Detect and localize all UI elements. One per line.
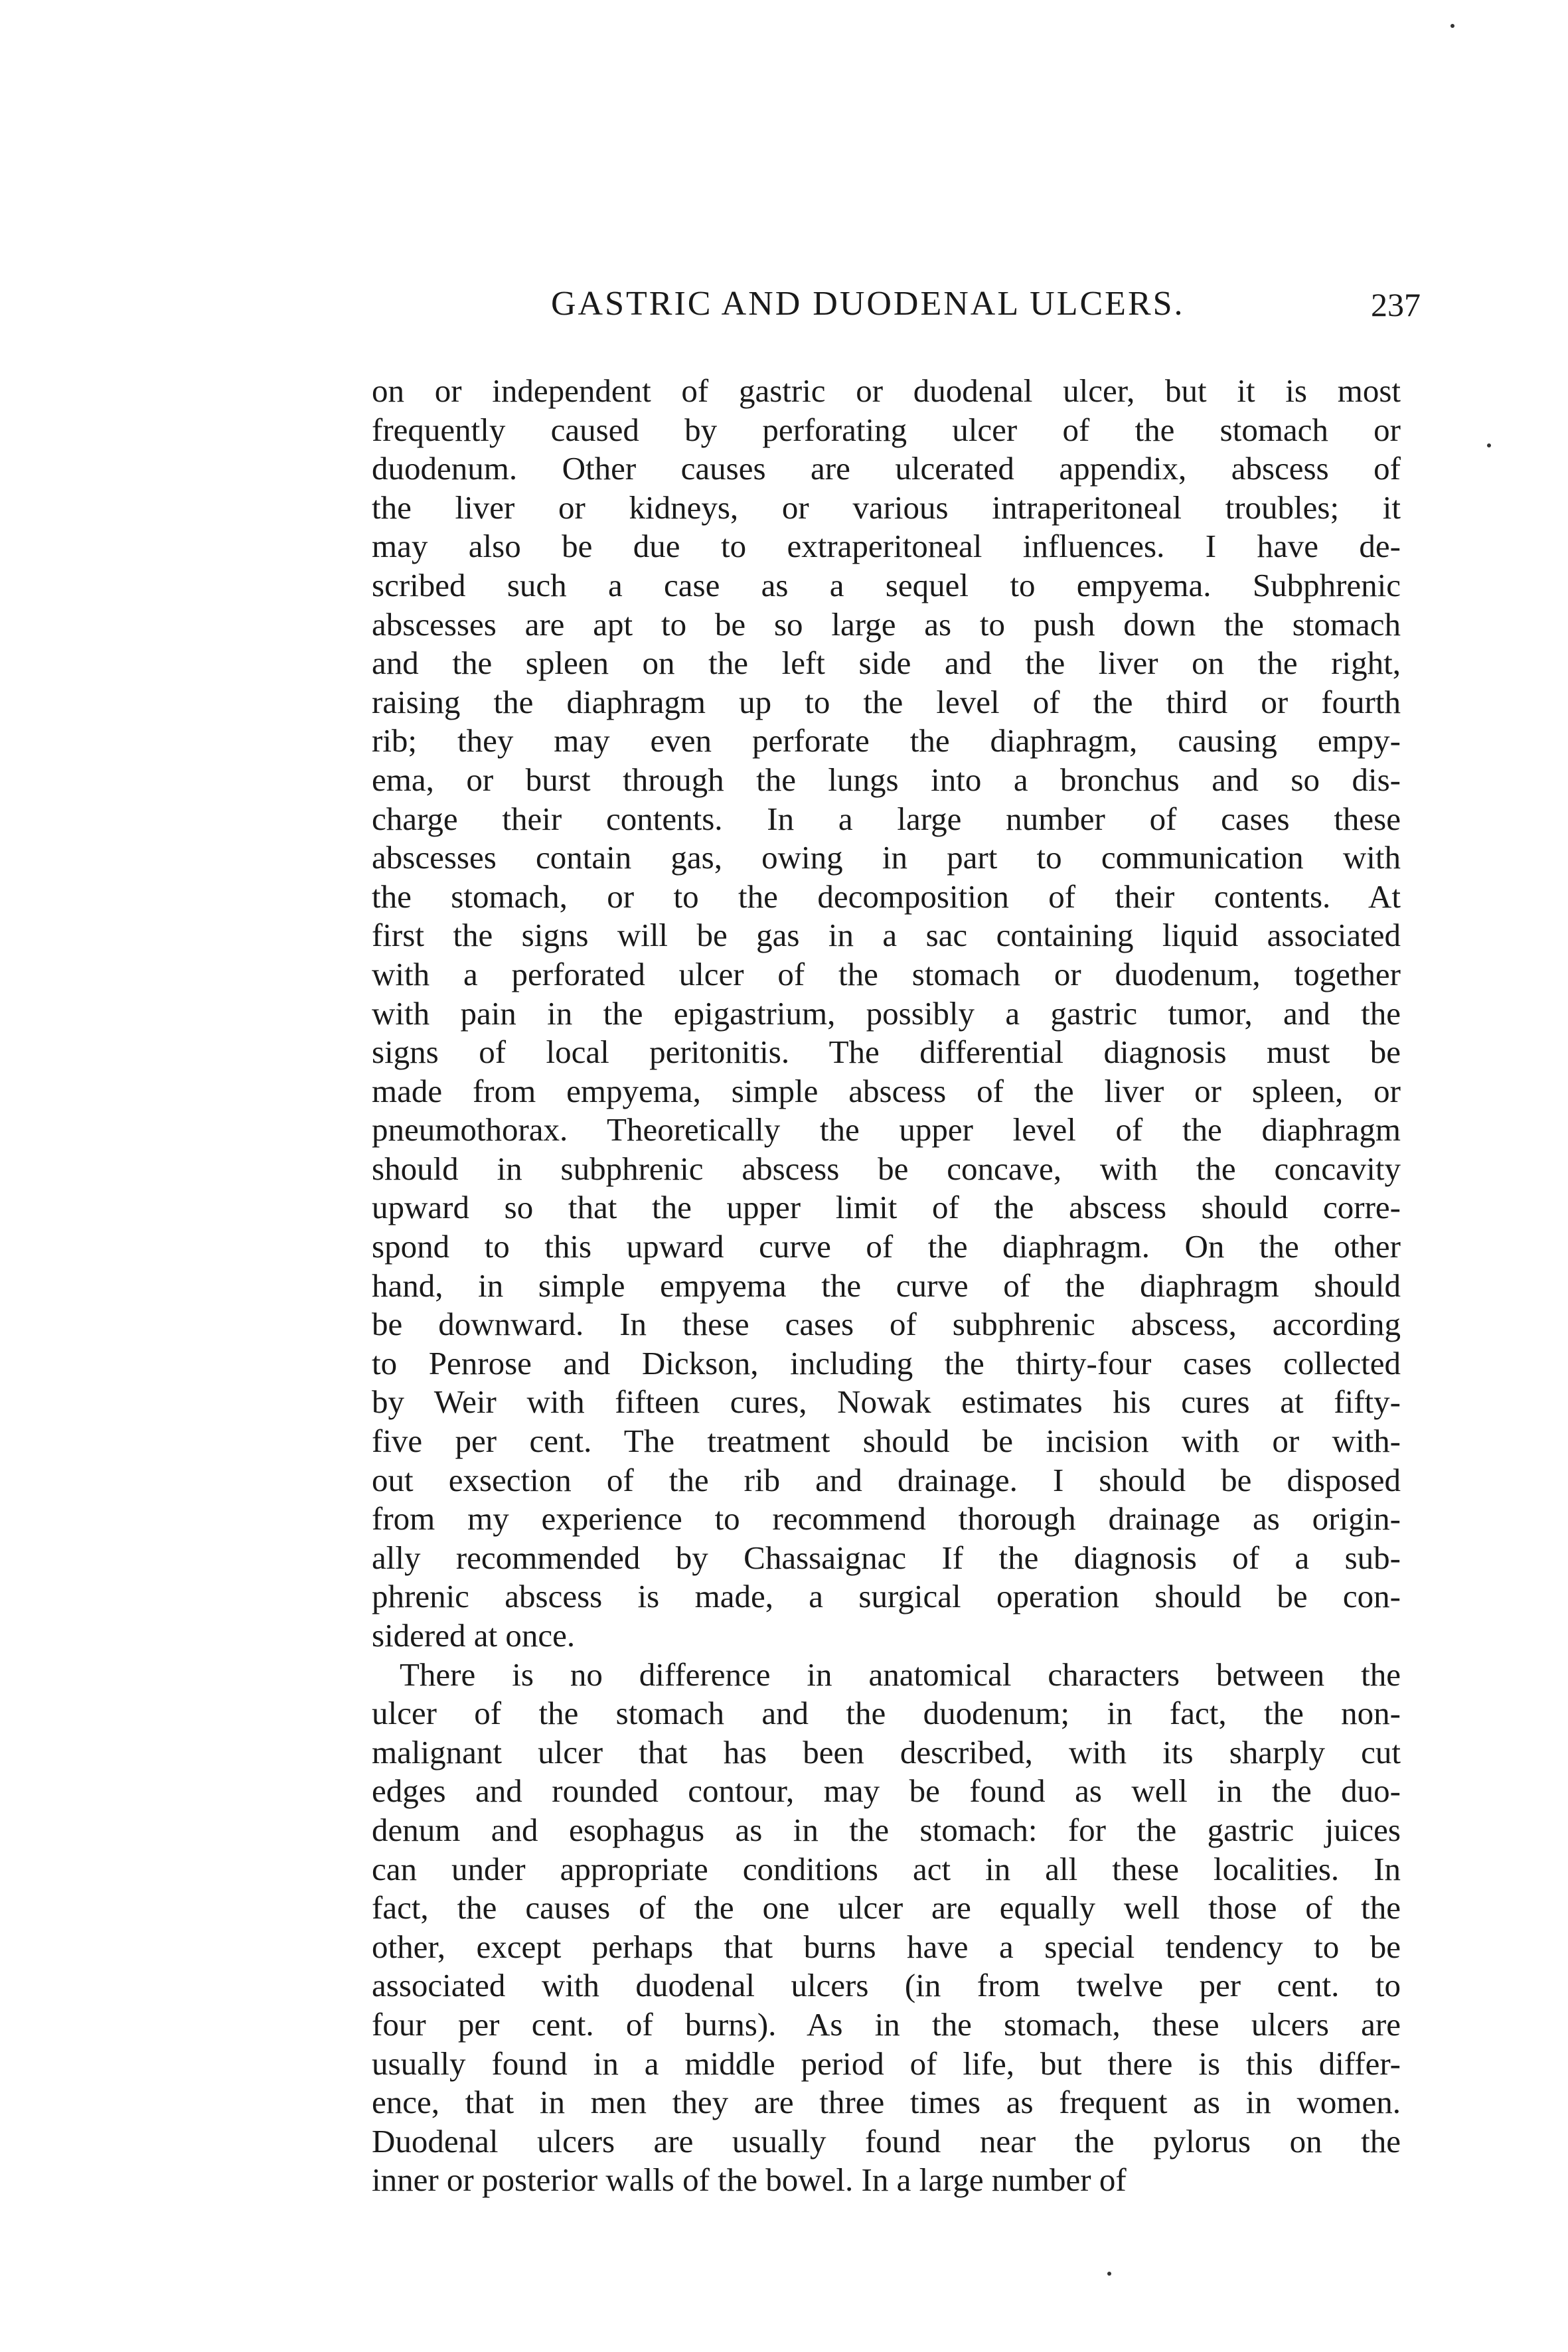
text-line: the liver or kidneys, or various intraperitoneal troubles; it [372, 489, 1401, 526]
text-line: to Penrose and Dickson, including the thirty-four cases collected [372, 1344, 1401, 1381]
text-line: and the spleen on the left side and the liver on the right, [372, 645, 1401, 682]
scan-speck [1107, 2272, 1111, 2276]
text-line: the stomach, or to the decomposition of their contents. At [372, 878, 1401, 915]
text-line: pneumothorax. Theoretically the upper level of the diaphragm [372, 1111, 1401, 1148]
text-line: first the signs will be gas in a sac containing liquid associated [372, 917, 1401, 954]
text-line: fact, the causes of the one ulcer are equally well those of the [372, 1889, 1401, 1926]
page-number: 237 [1371, 286, 1421, 323]
text-line: can under appropriate conditions act in all these localities. In [372, 1850, 1401, 1887]
text-line: made from empyema, simple abscess of the liver or spleen, or [372, 1072, 1401, 1109]
text-line: denum and esophagus as in the stomach: for the gastric juices [372, 1811, 1401, 1848]
text-line: inner or posterior walls of the bowel. In a large number of [372, 2161, 1127, 2199]
text-line: malignant ulcer that has been described, with its sharply cut [372, 1733, 1401, 1770]
text-line: abscesses are apt to be so large as to push down the stomach [372, 605, 1401, 643]
text-line: ence, that in men they are three times as frequent as in women. [372, 2084, 1401, 2121]
text-line: may also be due to extraperitoneal influences. I have de- [372, 528, 1401, 565]
scan-speck [1450, 24, 1454, 28]
paragraph-1 [372, 372, 1401, 1656]
text-line: ema, or burst through the lungs into a bronchus and so dis- [372, 761, 1401, 798]
body-text [372, 372, 1401, 2200]
text-line: five per cent. The treatment should be incision with or with- [372, 1423, 1401, 1460]
text-line: four per cent. of burns). As in the stomach, these ulcers are [372, 2005, 1401, 2043]
text-line: Duodenal ulcers are usually found near the pylorus on the [372, 2122, 1401, 2159]
text-line: be downward. In these cases of subphrenic abscess, according [372, 1306, 1401, 1343]
text-line: charge their contents. In a large number of cases these [372, 800, 1401, 837]
text-line: scribed such a case as a sequel to empyema. Subphrenic [372, 566, 1401, 603]
text-line: with pain in the epigastrium, possibly a gastric tumor, and the [372, 994, 1401, 1032]
text-line: other, except perhaps that burns have a special tendency to be [372, 1928, 1401, 1965]
text-line: hand, in simple empyema the curve of the diaphragm should [372, 1267, 1401, 1304]
text-line: upward so that the upper limit of the abscess should corre- [372, 1189, 1401, 1226]
scan-speck [1487, 443, 1491, 447]
text-line: usually found in a middle period of life, but there is this differ- [372, 2045, 1401, 2082]
text-line: ulcer of the stomach and the duodenum; in fact, the non- [372, 1695, 1401, 1732]
running-title: GASTRIC AND DUODENAL ULCERS. [551, 285, 1185, 323]
text-line: phrenic abscess is made, a surgical operation should be con- [372, 1578, 1401, 1615]
text-line: duodenum. Other causes are ulcerated appendix, abscess of [372, 450, 1401, 487]
text-line: edges and rounded contour, may be found as well in the duo- [372, 1772, 1401, 1810]
text-line: sidered at once. [372, 1617, 576, 1654]
text-line: There is no difference in anatomical characters between the [400, 1656, 1401, 1693]
text-line: signs of local peritonitis. The differential diagnosis must be [372, 1034, 1401, 1071]
text-line: spond to this upward curve of the diaphragm. On the other [372, 1228, 1401, 1265]
text-line: rib; they may even perforate the diaphragm, causing empy- [372, 722, 1401, 759]
text-line: abscesses contain gas, owing in part to communication with [372, 839, 1401, 876]
text-line: with a perforated ulcer of the stomach or duodenum, together [372, 955, 1401, 992]
text-line: raising the diaphragm up to the level of the third or fourth [372, 683, 1401, 720]
running-head [392, 284, 1421, 337]
text-line: associated with duodenal ulcers (in from twelve per cent. to [372, 1967, 1401, 2004]
text-line: ally recommended by Chassaignac If the diagnosis of a sub- [372, 1539, 1401, 1576]
text-line: from my experience to recommend thorough drainage as origin- [372, 1500, 1401, 1537]
text-line: should in subphrenic abscess be concave, with the concavity [372, 1150, 1401, 1187]
text-line: by Weir with fifteen cures, Nowak estimates his cures at fifty- [372, 1383, 1401, 1421]
paragraph-2 [372, 1656, 1401, 2200]
text-line: on or independent of gastric or duodenal ulcer, but it is most [372, 372, 1401, 409]
text-line: frequently caused by perforating ulcer of the stomach or [372, 411, 1401, 448]
text-line: out exsection of the rib and drainage. I should be disposed [372, 1461, 1401, 1498]
